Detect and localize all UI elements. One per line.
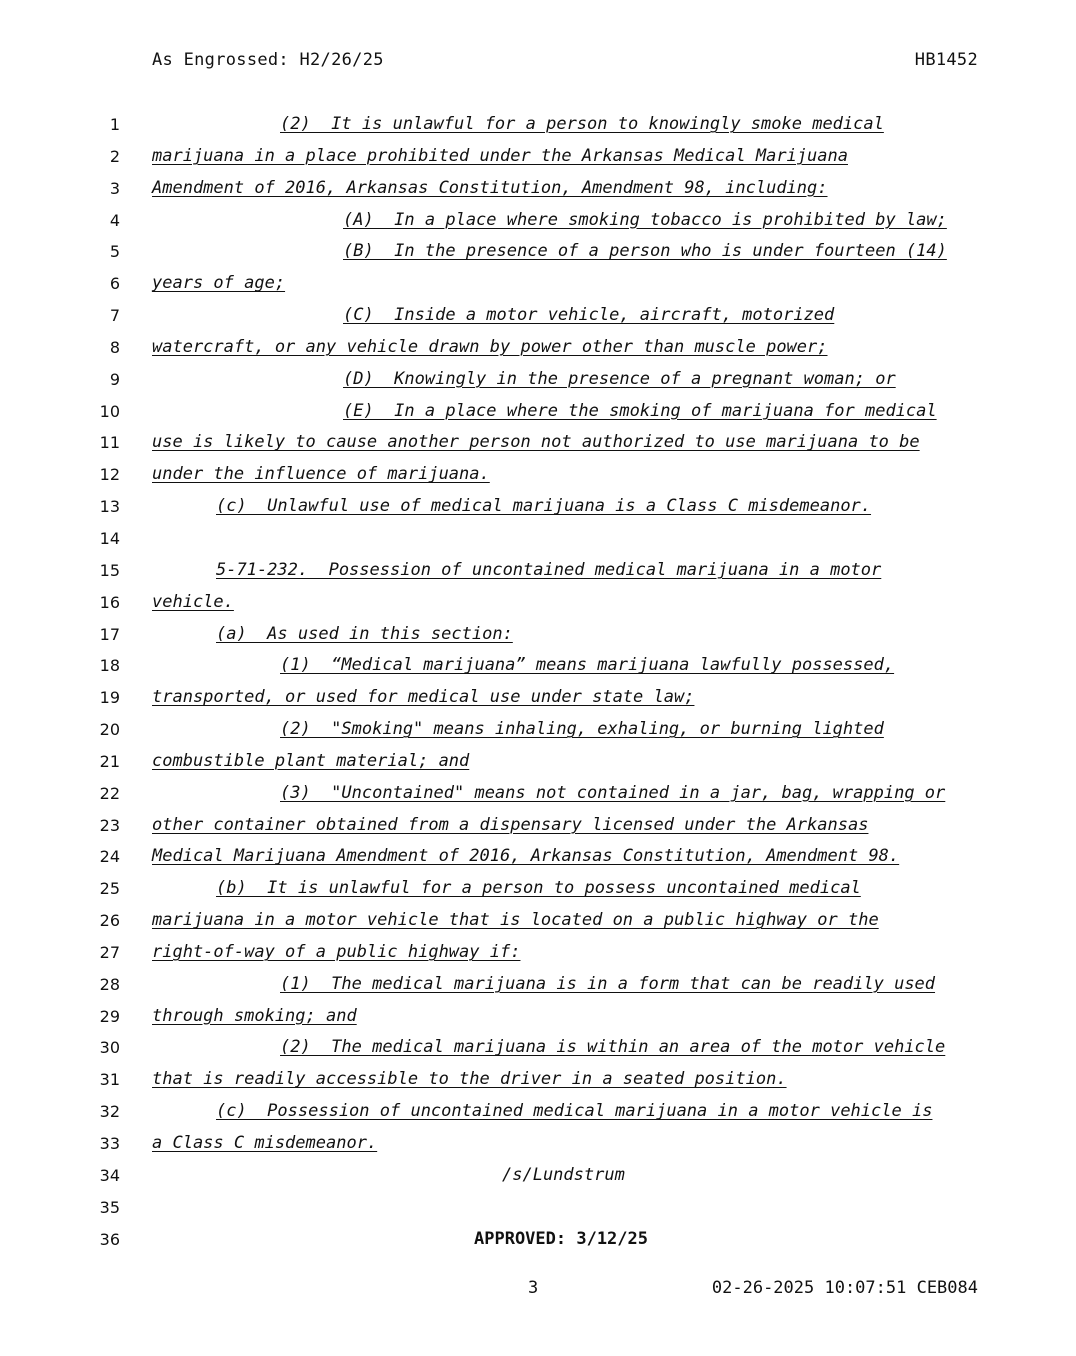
line-11 xyxy=(0,427,1076,459)
line-26 xyxy=(0,905,1076,937)
line-19 xyxy=(0,682,1076,714)
line-number: 31 xyxy=(99,1070,120,1090)
line-5 xyxy=(0,236,1076,268)
line-text: transported, or used for medical use under state law; xyxy=(152,687,695,708)
line-16 xyxy=(0,587,1076,619)
document-stamp: 02-26-2025 10:07:51 CEB084 xyxy=(711,1278,978,1298)
line-text: Amendment of 2016, Arkansas Constitution, Amendment 98, including: xyxy=(152,177,828,198)
line-35 xyxy=(0,1192,1076,1224)
line-18 xyxy=(0,650,1076,682)
line-2 xyxy=(0,141,1076,173)
line-12 xyxy=(0,459,1076,491)
line-20 xyxy=(0,714,1076,746)
line-text: (2) The medical marijuana is within an area of the motor vehicle xyxy=(280,1037,946,1058)
line-number: 34 xyxy=(99,1165,120,1185)
line-text: use is likely to cause another person not authorized to use marijuana to be xyxy=(152,432,920,453)
line-number: 13 xyxy=(99,497,120,517)
line-text: (c) Possession of uncontained medical marijuana in a motor vehicle is xyxy=(216,1101,933,1122)
line-text: a Class C misdemeanor. xyxy=(152,1133,378,1153)
line-text: other container obtained from a dispensary licensed under the Arkansas xyxy=(152,814,869,835)
line-9 xyxy=(0,364,1076,396)
line-text: (E) In a place where the smoking of marijuana for medical xyxy=(343,400,937,421)
line-number: 11 xyxy=(99,433,120,453)
line-number: 18 xyxy=(99,656,120,676)
line-text: through smoking; and xyxy=(152,1005,357,1026)
signature: /s/Lundstrum xyxy=(502,1164,625,1185)
line-number: 27 xyxy=(99,942,120,962)
line-1 xyxy=(0,109,1076,141)
line-text: (3) "Uncontained" means not contained in a jar, bag, wrapping or xyxy=(280,782,946,803)
line-30 xyxy=(0,1032,1076,1064)
line-number: 3 xyxy=(109,178,120,198)
line-number: 4 xyxy=(109,210,120,230)
line-text: (A) In a place where smoking tobacco is prohibited by law; xyxy=(343,209,947,230)
line-text: (2) "Smoking" means inhaling, exhaling, or burning lighted xyxy=(280,719,884,740)
line-3 xyxy=(0,173,1076,205)
line-number: 28 xyxy=(99,974,120,994)
line-number: 12 xyxy=(99,465,120,485)
line-text: (1) “Medical marijuana” means marijuana lawfully possessed, xyxy=(280,655,895,676)
line-text: marijuana in a motor vehicle that is located on a public highway or the xyxy=(152,910,879,931)
line-text: marijuana in a place prohibited under the Arkansas Medical Marijuana xyxy=(152,145,848,166)
line-23 xyxy=(0,810,1076,842)
line-number: 16 xyxy=(99,592,120,612)
line-number: 14 xyxy=(99,528,120,548)
line-31 xyxy=(0,1064,1076,1096)
line-text: (b) It is unlawful for a person to possess uncontained medical xyxy=(216,878,861,899)
line-number: 1 xyxy=(109,115,120,134)
line-number: 36 xyxy=(99,1229,120,1249)
line-number: 9 xyxy=(109,369,120,389)
line-36 xyxy=(0,1224,1076,1256)
line-6 xyxy=(0,268,1076,300)
line-28 xyxy=(0,969,1076,1001)
line-13 xyxy=(0,491,1076,523)
line-number: 19 xyxy=(99,688,120,708)
line-21 xyxy=(0,746,1076,778)
approved-stamp: APPROVED: 3/12/25 xyxy=(474,1228,648,1249)
line-number: 17 xyxy=(99,624,120,644)
line-text: (D) Knowingly in the presence of a pregnant woman; or xyxy=(343,368,896,389)
line-text: (C) Inside a motor vehicle, aircraft, motorized xyxy=(343,305,835,326)
line-27 xyxy=(0,937,1076,969)
line-number: 25 xyxy=(99,879,120,899)
line-number: 26 xyxy=(99,911,120,931)
line-number: 15 xyxy=(99,560,120,580)
line-text: years of age; xyxy=(152,273,286,294)
line-17 xyxy=(0,619,1076,651)
line-7 xyxy=(0,300,1076,332)
line-14 xyxy=(0,523,1076,555)
line-text: watercraft, or any vehicle drawn by power other than muscle power; xyxy=(152,336,828,357)
line-number: 20 xyxy=(99,720,120,740)
line-text: right-of-way of a public highway if: xyxy=(152,941,521,962)
engrossed-header: As Engrossed: H2/26/25 xyxy=(152,50,384,70)
line-text: combustible plant material; and xyxy=(152,750,470,771)
line-text: (1) The medical marijuana is in a form that can be readily used xyxy=(280,973,936,994)
page-number: 3 xyxy=(528,1278,539,1298)
line-32 xyxy=(0,1096,1076,1128)
line-number: 35 xyxy=(99,1197,120,1217)
line-number: 29 xyxy=(99,1006,120,1026)
line-4 xyxy=(0,205,1076,237)
line-number: 22 xyxy=(99,783,120,803)
line-text: (a) As used in this section: xyxy=(216,623,513,644)
section-heading: 5-71-232. Possession of uncontained medical marijuana in a motor xyxy=(216,559,882,580)
line-24 xyxy=(0,841,1076,873)
line-number: 33 xyxy=(99,1134,120,1153)
line-number: 23 xyxy=(99,815,120,835)
line-25 xyxy=(0,873,1076,905)
bill-text xyxy=(0,109,1076,1255)
line-text: (c) Unlawful use of medical marijuana is a Class C misdemeanor. xyxy=(216,496,872,517)
line-33 xyxy=(0,1128,1076,1160)
line-34 xyxy=(0,1160,1076,1192)
bill-number: HB1452 xyxy=(914,50,978,70)
line-10 xyxy=(0,396,1076,428)
line-15 xyxy=(0,555,1076,587)
line-number: 7 xyxy=(109,306,120,326)
line-text: that is readily accessible to the driver in a seated position. xyxy=(152,1069,787,1090)
line-text: under the influence of marijuana. xyxy=(152,464,490,485)
line-text: vehicle. xyxy=(152,591,234,612)
line-text: (2) It is unlawful for a person to knowingly smoke medical xyxy=(280,114,884,134)
line-number: 8 xyxy=(109,337,120,357)
line-number: 21 xyxy=(99,751,120,771)
line-text: (B) In the presence of a person who is under fourteen (14) xyxy=(343,241,947,262)
line-number: 30 xyxy=(99,1038,120,1058)
line-22 xyxy=(0,778,1076,810)
line-number: 6 xyxy=(109,274,120,294)
line-8 xyxy=(0,332,1076,364)
line-number: 5 xyxy=(109,242,120,262)
line-number: 10 xyxy=(99,401,120,421)
line-29 xyxy=(0,1001,1076,1033)
line-number: 2 xyxy=(109,146,120,166)
line-number: 24 xyxy=(99,847,120,867)
line-number: 32 xyxy=(99,1102,120,1122)
line-text: Medical Marijuana Amendment of 2016, Arkansas Constitution, Amendment 98. xyxy=(152,846,900,867)
